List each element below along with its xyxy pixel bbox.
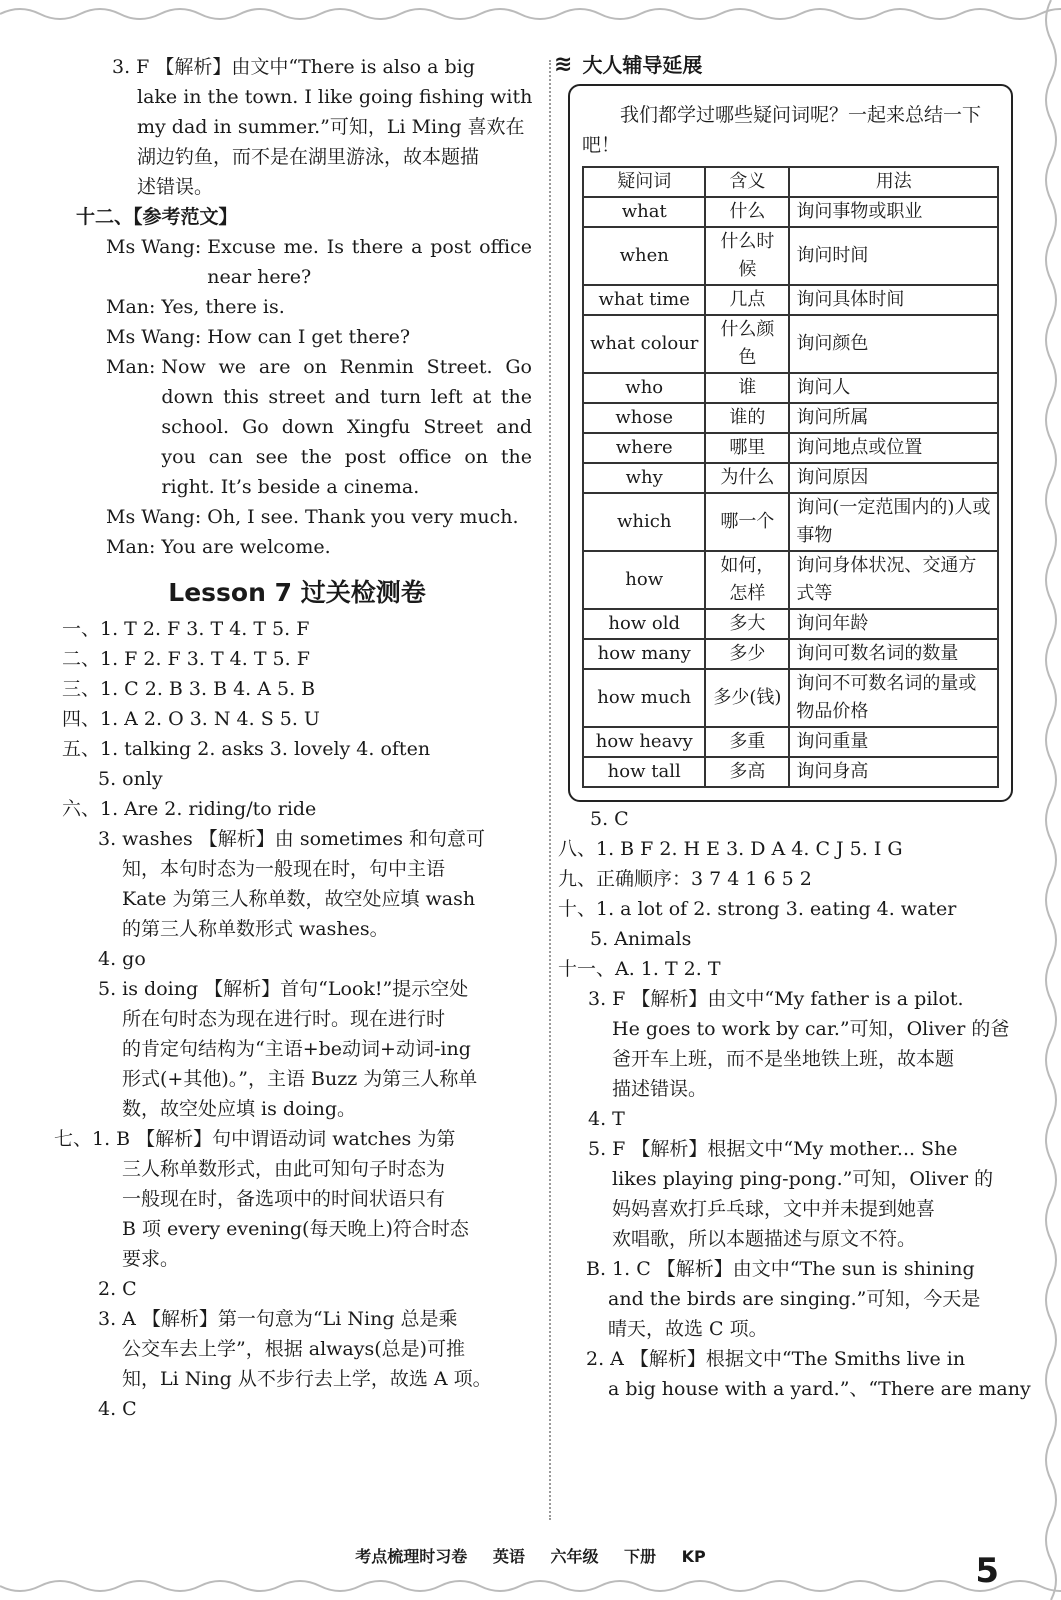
word-cell: how many xyxy=(583,639,705,669)
answer-row: 十一、A. 1. T 2. T xyxy=(558,958,721,980)
table-row xyxy=(583,639,998,669)
answers-1-5 xyxy=(62,614,532,794)
lesson-title: Lesson 7 过关检测卷 xyxy=(168,578,426,607)
table-row xyxy=(583,433,998,463)
dialogue-line xyxy=(106,322,532,352)
table-row xyxy=(583,227,998,285)
usage-cell: 询问不可数名词的量或物品价格 xyxy=(789,669,998,727)
answer-row: 三、1. C 2. B 3. B 4. A 5. B xyxy=(62,678,316,700)
explain-line: a big house with a yard.”、“There are many xyxy=(608,1378,1031,1400)
explain-line: 知，Li Ning 从不步行去上学，故选 A 项。 xyxy=(122,1368,492,1390)
usage-cell: 询问地点或位置 xyxy=(789,433,998,463)
usage-cell: 询问事物或职业 xyxy=(789,197,998,227)
explain-line: 欢唱歌，所以本题描述与原文不符。 xyxy=(612,1228,917,1250)
dialogue-text: Excuse me. Is there a post office near here? xyxy=(207,236,532,288)
table-row xyxy=(583,727,998,757)
dialogue-line xyxy=(106,532,532,562)
word-cell: where xyxy=(583,433,705,463)
word-cell: how tall xyxy=(583,757,705,787)
answer-row: 4. T xyxy=(588,1108,625,1130)
dialogue-text: Oh, I see. Thank you very much. xyxy=(207,506,519,528)
word-cell: how heavy xyxy=(583,727,705,757)
explain-line: 5. is doing 【解析】首句“Look!”提示空处 xyxy=(98,978,469,1000)
table-row xyxy=(583,373,998,403)
usage-cell: 询问重量 xyxy=(789,727,998,757)
table-row xyxy=(583,315,998,373)
answer-row: 六、1. Are 2. riding/to ride xyxy=(62,798,317,820)
table-row xyxy=(583,493,998,551)
footer-term: 下册 xyxy=(624,1547,657,1566)
table-header: 疑问词 xyxy=(583,167,705,197)
explain-line: 要求。 xyxy=(122,1248,180,1270)
q3-line: 述错误。 xyxy=(137,176,214,198)
meaning-cell: 多高 xyxy=(705,757,789,787)
wave-lines-icon: ≋ xyxy=(554,52,573,77)
dialogue-text: Now we are on Renmin Street. Go down this street and turn left at the school. Go down Xingfu Street and you can see the post office on the right. It’s beside a cinema. xyxy=(161,356,532,498)
answer-row: 5. Animals xyxy=(590,928,692,950)
speaker: Ms Wang: xyxy=(106,236,202,258)
section-seven xyxy=(54,1124,532,1424)
bottom-wave-border xyxy=(0,1578,1061,1600)
q3-line: 3. F 【解析】由文中“There is also a big xyxy=(112,56,475,78)
usage-cell: 询问年龄 xyxy=(789,609,998,639)
meaning-cell: 什么 xyxy=(705,197,789,227)
speaker: Man: xyxy=(106,536,156,558)
speaker: Ms Wang: xyxy=(106,506,202,528)
answer-row: 二、1. F 2. F 3. T 4. T 5. F xyxy=(62,648,310,670)
footer-book: 考点梳理时习卷 xyxy=(355,1547,468,1566)
meaning-cell: 多少(钱) xyxy=(705,669,789,727)
explain-line: 晴天，故选 C 项。 xyxy=(608,1318,768,1340)
meaning-cell: 谁 xyxy=(705,373,789,403)
meaning-cell: 为什么 xyxy=(705,463,789,493)
meaning-cell: 多重 xyxy=(705,727,789,757)
footer-subject: 英语 xyxy=(492,1547,525,1566)
table-header: 用法 xyxy=(789,167,998,197)
meaning-cell: 多大 xyxy=(705,609,789,639)
explain-line: B 项 every evening(每天晚上)符合时态 xyxy=(122,1218,469,1240)
explain-line: 3. A 【解析】第一句意为“Li Ning 总是乘 xyxy=(98,1308,458,1330)
top-wave-border xyxy=(0,0,1061,22)
answer-row: 十、1. a lot of 2. strong 3. eating 4. water xyxy=(558,898,957,920)
word-cell: when xyxy=(583,227,705,285)
answer-row: 五、1. talking 2. asks 3. lovely 4. often xyxy=(62,738,431,760)
right-wave-border xyxy=(1039,0,1061,1600)
column-divider xyxy=(549,60,551,1520)
dialogue-text: You are welcome. xyxy=(161,536,331,558)
explain-line: 3. F 【解析】由文中“My father is a pilot. xyxy=(588,988,964,1010)
tutor-box-title xyxy=(554,50,1013,80)
word-cell: what colour xyxy=(583,315,705,373)
explain-line: 数，故空处应填 is doing。 xyxy=(122,1098,356,1120)
word-cell: why xyxy=(583,463,705,493)
usage-cell: 询问原因 xyxy=(789,463,998,493)
meaning-cell: 几点 xyxy=(705,285,789,315)
word-cell: how much xyxy=(583,669,705,727)
question-words-table xyxy=(582,166,999,788)
footer-grade: 六年级 xyxy=(550,1547,599,1566)
answer-row: 4. C xyxy=(98,1398,137,1420)
usage-cell: 询问所属 xyxy=(789,403,998,433)
answer-row: 5. C xyxy=(590,808,629,830)
dialogue-text: How can I get there? xyxy=(207,326,411,348)
meaning-cell: 多少 xyxy=(705,639,789,669)
explain-line: 的肯定句结构为“主语+be动词+动词-ing xyxy=(122,1038,471,1060)
meaning-cell: 哪一个 xyxy=(705,493,789,551)
word-cell: who xyxy=(583,373,705,403)
table-row xyxy=(583,669,998,727)
word-cell: whose xyxy=(583,403,705,433)
explain-line: 5. F 【解析】根据文中“My mother... She xyxy=(588,1138,958,1160)
q3-line: 湖边钓鱼，而不是在湖里游泳，故本题描 xyxy=(137,146,480,168)
table-row xyxy=(583,551,998,609)
tutor-box xyxy=(568,84,1013,802)
dialogue-line xyxy=(106,352,532,502)
page-footer xyxy=(0,1542,1061,1572)
table-row xyxy=(583,403,998,433)
word-cell: how old xyxy=(583,609,705,639)
dialogue-line xyxy=(106,502,532,532)
explain-line: 2. A 【解析】根据文中“The Smiths live in xyxy=(586,1348,966,1370)
explain-line: 3. washes 【解析】由 sometimes 和句意可 xyxy=(98,828,486,850)
left-column xyxy=(54,52,533,1424)
explain-line: 一般现在时，备选项中的时间状语只有 xyxy=(122,1188,446,1210)
usage-cell: 询问(一定范围内的)人或事物 xyxy=(789,493,998,551)
section-six xyxy=(62,794,532,1124)
table-row xyxy=(583,757,998,787)
usage-cell: 询问具体时间 xyxy=(789,285,998,315)
word-cell: what time xyxy=(583,285,705,315)
explain-line: 形式(+其他)。”，主语 Buzz 为第三人称单 xyxy=(122,1068,478,1090)
usage-cell: 询问可数名词的数量 xyxy=(789,639,998,669)
tutor-box-intro: 我们都学过哪些疑问词呢？一起来总结一下吧！ xyxy=(582,104,982,156)
meaning-cell: 谁的 xyxy=(705,403,789,433)
table-header: 含义 xyxy=(705,167,789,197)
speaker: Ms Wang: xyxy=(106,326,202,348)
footer-edition: KP xyxy=(681,1547,706,1566)
explain-line: He goes to work by car.”可知，Oliver 的爸 xyxy=(612,1018,1010,1040)
meaning-cell: 什么时候 xyxy=(705,227,789,285)
explain-line: 公交车去上学”，根据 always(总是)可推 xyxy=(122,1338,466,1360)
answer-row: 九、正确顺序：3 7 4 1 6 5 2 xyxy=(558,868,812,890)
explain-line: and the birds are singing.”可知，今天是 xyxy=(608,1288,981,1310)
word-cell: how xyxy=(583,551,705,609)
usage-cell: 询问身高 xyxy=(789,757,998,787)
explain-line: 三人称单数形式，由此可知句子时态为 xyxy=(122,1158,446,1180)
explain-line: likes playing ping-pong.”可知，Oliver 的 xyxy=(612,1168,994,1190)
word-cell: what xyxy=(583,197,705,227)
explain-line: 妈妈喜欢打乒乓球，文中并未提到她喜 xyxy=(612,1198,936,1220)
answer-row: 4. go xyxy=(98,948,146,970)
dialogue-line xyxy=(106,292,532,322)
table-row xyxy=(583,285,998,315)
word-cell: which xyxy=(583,493,705,551)
usage-cell: 询问时间 xyxy=(789,227,998,285)
answer-row: 四、1. A 2. O 3. N 4. S 5. U xyxy=(62,708,320,730)
model-dialogue xyxy=(62,232,532,562)
q3-line: my dad in summer.”可知，Li Ming 喜欢在 xyxy=(137,116,525,138)
usage-cell: 询问颜色 xyxy=(789,315,998,373)
table-row xyxy=(583,609,998,639)
answer-row: 一、1. T 2. F 3. T 4. T 5. F xyxy=(62,618,310,640)
essay-heading: 十二、【参考范文】 xyxy=(76,206,238,228)
explain-line: 所在句时态为现在进行时。现在进行时 xyxy=(122,1008,446,1030)
speaker: Man: xyxy=(106,296,156,318)
dialogue-line xyxy=(106,232,532,292)
answer-block-q3 xyxy=(62,52,532,202)
answer-row: 2. C xyxy=(98,1278,137,1300)
dialogue-text: Yes, there is. xyxy=(161,296,285,318)
answer-row: 5. only xyxy=(98,768,163,790)
answer-row: 八、1. B F 2. H E 3. D A 4. C J 5. I G xyxy=(558,838,903,860)
q3-line: lake in the town. I like going fishing with xyxy=(137,86,533,108)
explain-line: B. 1. C 【解析】由文中“The sun is shining xyxy=(586,1258,975,1280)
table-header-row xyxy=(583,167,998,197)
explain-line: 描述错误。 xyxy=(612,1078,708,1100)
table-row xyxy=(583,197,998,227)
meaning-cell: 什么颜色 xyxy=(705,315,789,373)
table-row xyxy=(583,463,998,493)
meaning-cell: 如何，怎样 xyxy=(705,551,789,609)
speaker: Man: xyxy=(106,356,156,378)
explain-line: Kate 为第三人称单数，故空处应填 wash xyxy=(122,888,476,910)
usage-cell: 询问身体状况、交通方式等 xyxy=(789,551,998,609)
meaning-cell: 哪里 xyxy=(705,433,789,463)
explain-line: 爸开车上班，而不是坐地铁上班，故本题 xyxy=(612,1048,955,1070)
right-column xyxy=(554,52,1031,1404)
explain-line: 知，本句时态为一般现在时，句中主语 xyxy=(122,858,446,880)
page-number: 5 xyxy=(975,1551,999,1591)
tutor-box-title-text: 大人辅导延展 xyxy=(582,53,703,77)
explain-line: 的第三人称单数形式 washes。 xyxy=(122,918,389,940)
explain-line: 七、1. B 【解析】句中谓语动词 watches 为第 xyxy=(54,1128,456,1150)
usage-cell: 询问人 xyxy=(789,373,998,403)
right-answers xyxy=(558,804,1031,1404)
